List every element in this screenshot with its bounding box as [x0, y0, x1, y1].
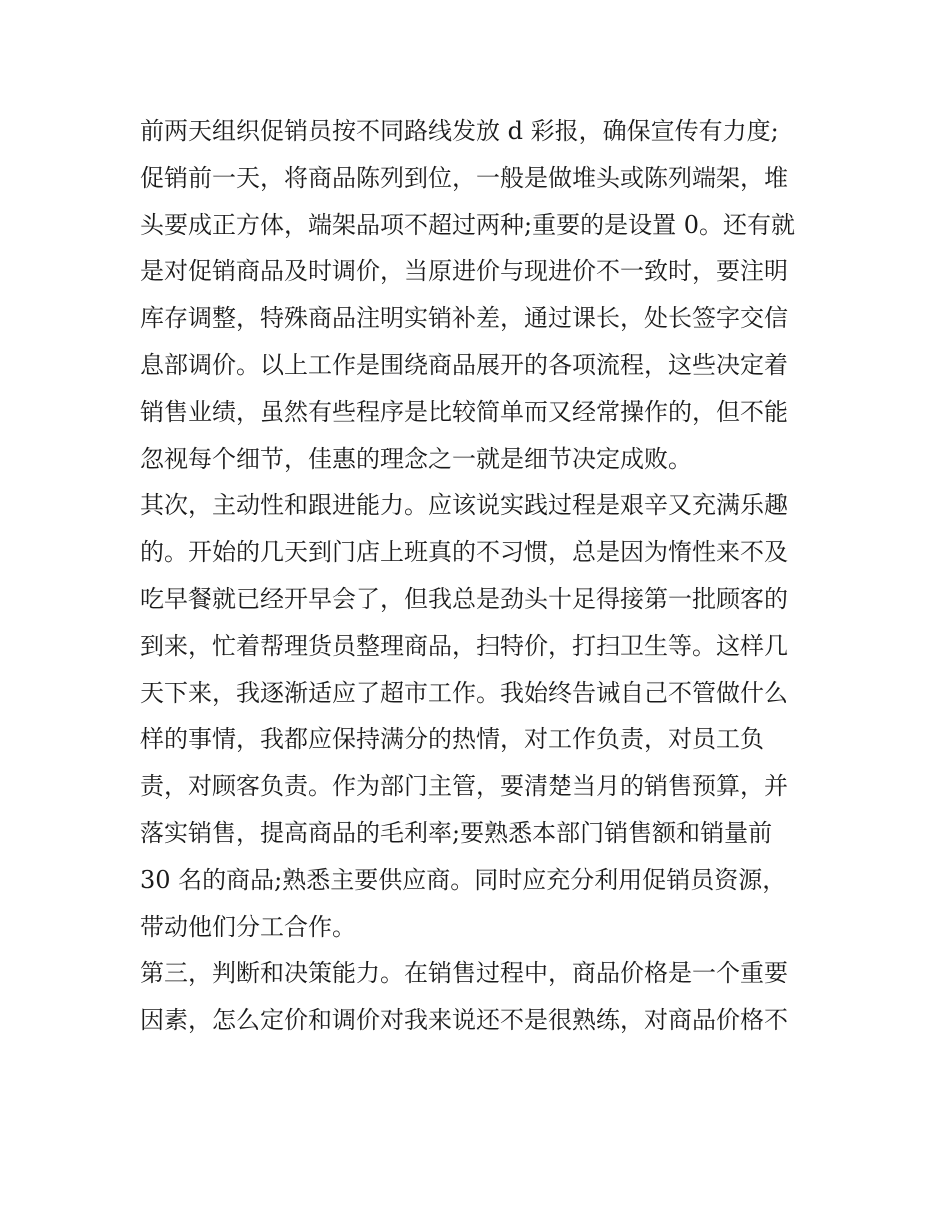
body-text	[140, 108, 820, 1044]
text-line-6: 息部调价。以上工作是围绕商品展开的各项流程，这些决定着	[140, 350, 788, 379]
text-line-16: 落实销售，提高商品的毛利率;要熟悉本部门销售额和销量前	[140, 818, 773, 847]
text-line-12: 到来，忙着帮理货员整理商品，扫特价，打扫卫生等。这样几	[140, 631, 788, 660]
text-line-15: 责，对顾客负责。作为部门主管，要清楚当月的销售预算，并	[140, 772, 788, 801]
text-line-17: 30 名的商品;熟悉主要供应商。同时应充分利用促销员资源，	[140, 865, 787, 894]
text-line-20: 因素，怎么定价和调价对我来说还不是很熟练，对商品价格不	[140, 1006, 788, 1035]
text-line-11: 吃早餐就已经开早会了，但我总是劲头十足得接第一批顾客的	[140, 584, 788, 613]
text-line-3: 头要成正方体，端架品项不超过两种;重要的是设置 0。还有就	[140, 210, 795, 239]
text-line-7: 销售业绩，虽然有些程序是比较简单而又经常操作的，但不能	[140, 397, 788, 426]
text-line-2: 促销前一天，将商品陈列到位，一般是做堆头或陈列端架，堆	[140, 163, 788, 192]
text-line-5: 库存调整，特殊商品注明实销补差，通过课长，处长签字交信	[140, 304, 788, 333]
text-line-19: 第三，判断和决策能力。在销售过程中，商品价格是一个重要	[140, 959, 788, 988]
text-line-18: 带动他们分工合作。	[140, 912, 356, 941]
text-line-13: 天下来，我逐渐适应了超市工作。我始终告诫自己不管做什么	[140, 678, 788, 707]
text-line-9: 其次，主动性和跟进能力。应该说实践过程是艰辛又充满乐趣	[140, 491, 788, 520]
text-line-14: 样的事情，我都应保持满分的热情，对工作负责，对员工负	[140, 725, 764, 754]
text-line-8: 忽视每个细节，佳惠的理念之一就是细节决定成败。	[140, 444, 692, 473]
text-line-4: 是对促销商品及时调价，当原进价与现进价不一致时，要注明	[140, 257, 788, 286]
text-line-10: 的。开始的几天到门店上班真的不习惯，总是因为惰性来不及	[140, 538, 788, 567]
text-line-1: 前两天组织促销员按不同路线发放 d 彩报，确保宣传有力度;	[140, 117, 779, 145]
